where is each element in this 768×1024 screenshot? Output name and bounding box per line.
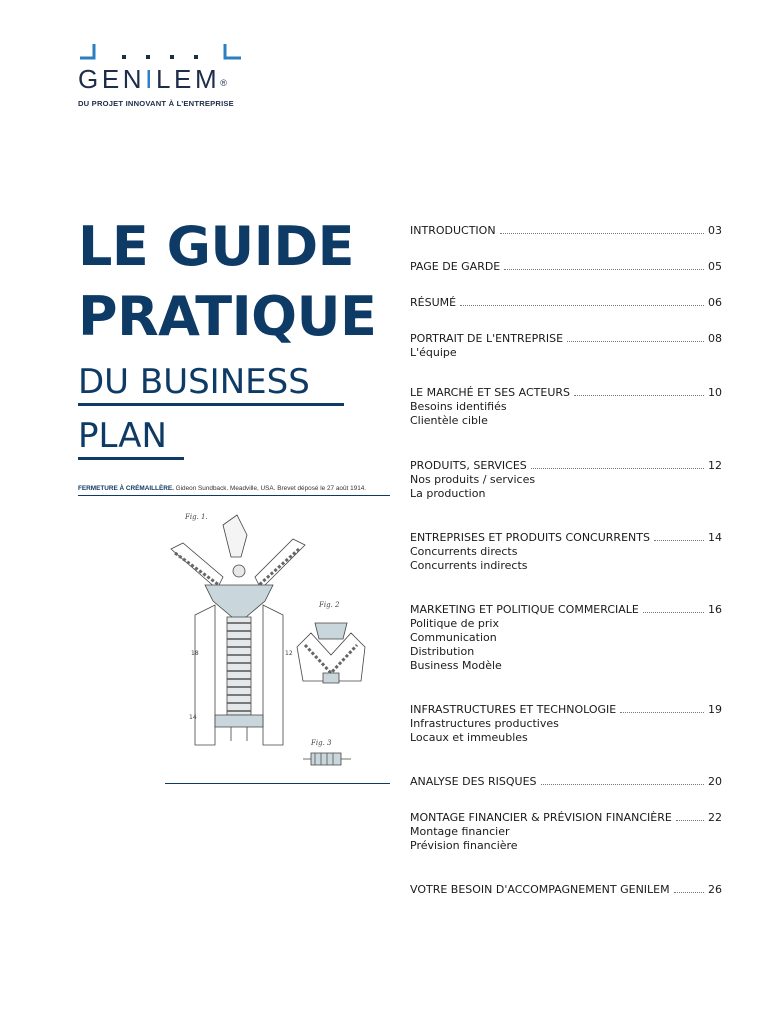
toc-page-number: 12 — [708, 459, 722, 472]
caption-rule — [78, 495, 390, 496]
toc-page-number: 10 — [708, 386, 722, 399]
toc-leader-dots — [674, 892, 704, 893]
subtitle-underline-1 — [78, 403, 344, 406]
toc-label: MARKETING ET POLITIQUE COMMERCIALE — [410, 603, 639, 616]
figure-caption — [78, 485, 390, 492]
toc-label: MONTAGE FINANCIER & PRÉVISION FINANCIÈRE — [410, 811, 672, 824]
toc-page-number: 26 — [708, 883, 722, 896]
logo-name-part: LEM — [155, 64, 221, 94]
toc-label: INTRODUCTION — [410, 224, 496, 237]
svg-text:12: 12 — [285, 650, 293, 657]
toc-row — [410, 458, 722, 472]
toc-label: PAGE DE GARDE — [410, 260, 501, 273]
toc-subsection: Montage financier — [410, 825, 510, 838]
toc-subsection-list — [410, 717, 722, 745]
figure-rule — [165, 783, 390, 784]
toc-leader-dots — [460, 305, 704, 306]
toc-row — [410, 882, 722, 896]
toc-label: INFRASTRUCTURES ET TECHNOLOGIE — [410, 703, 617, 716]
toc-row — [410, 810, 722, 824]
logo-name-part: GEN — [78, 64, 146, 94]
toc-subsection-list — [410, 545, 722, 573]
caption-lead: FERMETURE À CRÉMAILLÈRE. — [78, 485, 174, 492]
caption-text: Gideon Sundback. Meadville, USA. Brevet déposé le 27 août 1914. — [173, 485, 367, 492]
title-line-1: LE GUIDE — [78, 215, 355, 278]
toc-subsection-list — [410, 400, 722, 428]
toc-row — [410, 259, 722, 273]
svg-text:18: 18 — [191, 650, 199, 657]
toc-subsection: Prévision financière — [410, 839, 518, 852]
toc-entry[interactable] — [410, 295, 722, 309]
title-line-2: PRATIQUE — [78, 285, 377, 348]
toc-leader-dots — [643, 612, 704, 613]
toc-leader-dots — [541, 784, 704, 785]
toc-row — [410, 295, 722, 309]
toc-page-number: 03 — [708, 224, 722, 237]
toc-page-number: 19 — [708, 703, 722, 716]
logo-tagline: DU PROJET INNOVANT À L'ENTREPRISE — [78, 99, 234, 108]
toc-page-number: 08 — [708, 332, 722, 345]
subtitle-underline-2 — [78, 457, 184, 460]
fig-1-label: Fig. 1. — [185, 513, 208, 521]
toc-entry[interactable] — [410, 882, 722, 896]
svg-text:14: 14 — [189, 714, 197, 721]
toc-subsection: L'équipe — [410, 346, 457, 359]
toc-subsection: Politique de prix — [410, 617, 499, 630]
fig-2-label: Fig. 2 — [319, 601, 340, 609]
toc-subsection: Nos produits / services — [410, 473, 536, 486]
toc-page-number: 16 — [708, 603, 722, 616]
toc-leader-dots — [654, 540, 704, 541]
toc-row — [410, 223, 722, 237]
toc-page-number: 06 — [708, 296, 722, 309]
toc-subsection: Distribution — [410, 645, 475, 658]
toc-subsection: Communication — [410, 631, 497, 644]
toc-entry[interactable] — [410, 810, 722, 853]
toc-label: VOTRE BESOIN D'ACCOMPAGNEMENT GENILEM — [410, 883, 670, 896]
toc-entry[interactable] — [410, 458, 722, 501]
toc-subsection-list — [410, 473, 722, 501]
fig-3-label: Fig. 3 — [311, 739, 332, 747]
toc-subsection: La production — [410, 487, 486, 500]
toc-row — [410, 702, 722, 716]
toc-entry[interactable] — [410, 702, 722, 745]
toc-leader-dots — [676, 820, 704, 821]
toc-subsection: Locaux et immeubles — [410, 731, 528, 744]
toc-subsection: Concurrents indirects — [410, 559, 528, 572]
toc-leader-dots — [531, 468, 704, 469]
toc-page-number: 22 — [708, 811, 722, 824]
toc-leader-dots — [574, 395, 704, 396]
toc-row — [410, 385, 722, 399]
toc-subsection-list — [410, 825, 722, 853]
toc-row — [410, 530, 722, 544]
subtitle-line-1: DU BUSINESS — [78, 362, 310, 402]
logo-name-highlight: I — [145, 64, 156, 94]
toc-leader-dots — [567, 341, 704, 342]
toc-label: PORTRAIT DE L'ENTREPRISE — [410, 332, 564, 345]
toc-label: ENTREPRISES ET PRODUITS CONCURRENTS — [410, 531, 650, 544]
toc-label: PRODUITS, SERVICES — [410, 459, 527, 472]
toc-row — [410, 774, 722, 788]
zipper-patent-drawing — [165, 505, 390, 785]
toc-entry[interactable] — [410, 223, 722, 237]
toc-entry[interactable] — [410, 602, 722, 673]
toc-subsection: Concurrents directs — [410, 545, 518, 558]
toc-entry[interactable] — [410, 259, 722, 273]
toc-subsection-list — [410, 617, 722, 673]
toc-page-number: 05 — [708, 260, 722, 273]
genilem-logo — [78, 44, 248, 110]
logo-bracket-dots-icon — [78, 44, 243, 62]
toc-entry[interactable] — [410, 331, 722, 360]
toc-page-number: 20 — [708, 775, 722, 788]
toc-subsection: Business Modèle — [410, 659, 502, 672]
toc-label: LE MARCHÉ ET SES ACTEURS — [410, 386, 571, 399]
toc-entry[interactable] — [410, 385, 722, 428]
toc-label: ANALYSE DES RISQUES — [410, 775, 537, 788]
subtitle-line-2: PLAN — [78, 416, 167, 456]
toc-leader-dots — [504, 269, 704, 270]
toc-page-number: 14 — [708, 531, 722, 544]
toc-subsection: Clientèle cible — [410, 414, 488, 427]
toc-subsection: Besoins identifiés — [410, 400, 507, 413]
toc-subsection: Infrastructures productives — [410, 717, 559, 730]
toc-subsection-list — [410, 346, 722, 360]
toc-entry[interactable] — [410, 530, 722, 573]
registered-mark: ® — [220, 78, 227, 88]
toc-leader-dots — [620, 712, 704, 713]
toc-leader-dots — [500, 233, 704, 234]
logo-wordmark — [78, 64, 227, 95]
toc-entry[interactable] — [410, 774, 722, 788]
toc-row — [410, 331, 722, 345]
toc-row — [410, 602, 722, 616]
toc-label: RÉSUMÉ — [410, 296, 457, 309]
